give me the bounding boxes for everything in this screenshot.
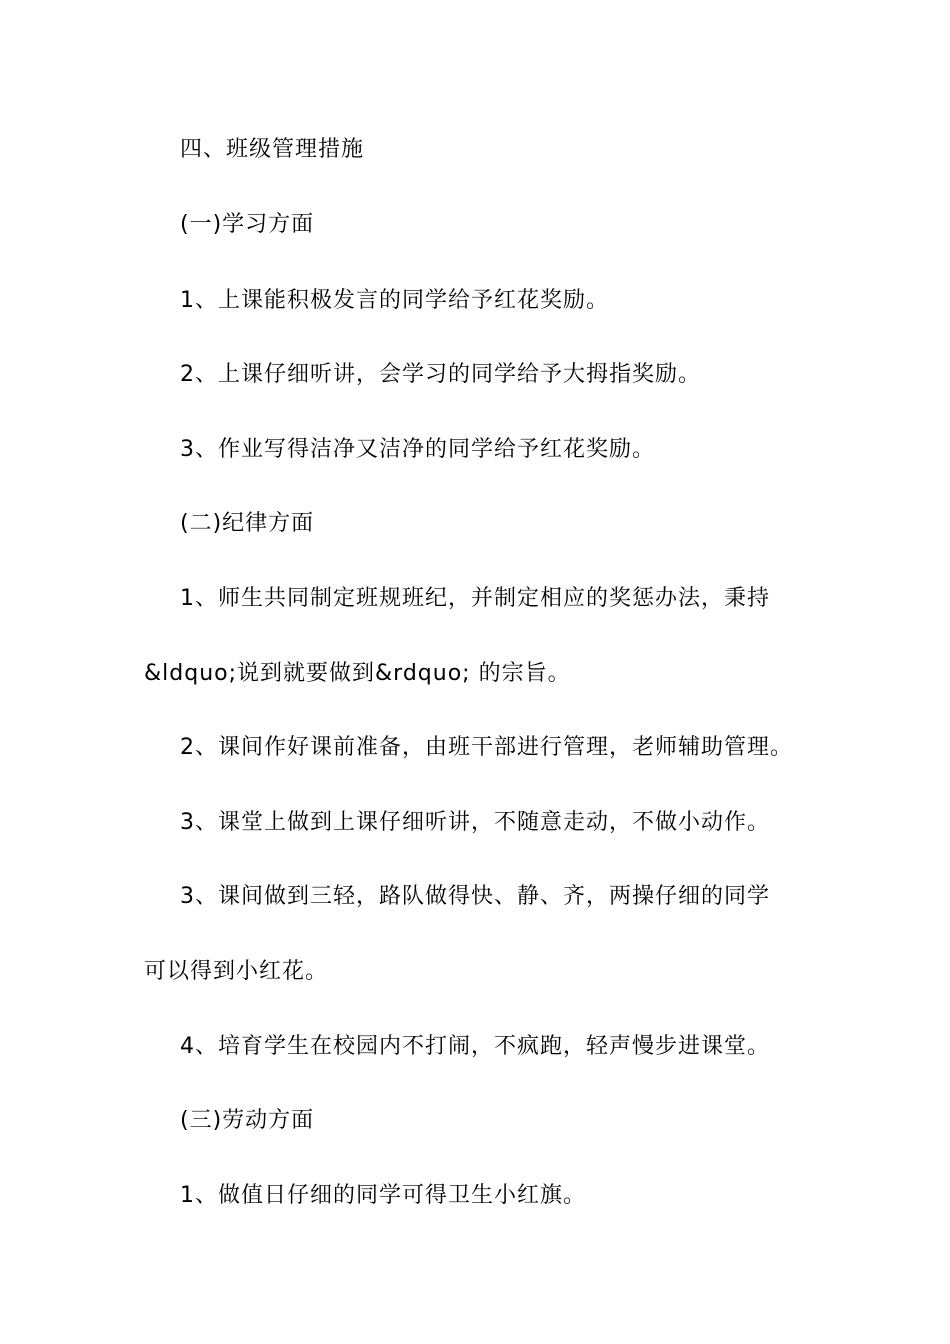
paragraph-continuation: &ldquo;说到就要做到&rdquo; 的宗旨。 xyxy=(144,661,571,686)
section-heading: 四、班级管理措施 xyxy=(180,137,365,162)
paragraph: 4、培育学生在校园内不打闹，不疯跑，轻声慢步进课堂。 xyxy=(180,1034,770,1059)
subsection-heading: (三)劳动方面 xyxy=(180,1108,315,1133)
subsection-heading: (一)学习方面 xyxy=(180,212,315,237)
paragraph: 1、上课能积极发言的同学给予红花奖励。 xyxy=(180,288,609,313)
paragraph: 1、师生共同制定班规班纪，并制定相应的奖惩办法，秉持 xyxy=(180,586,770,611)
subsection-heading: (二)纪律方面 xyxy=(180,511,315,536)
paragraph: 2、课间作好课前准备，由班干部进行管理，老师辅助管理。 xyxy=(180,735,793,760)
paragraph: 3、课堂上做到上课仔细听讲，不随意走动，不做小动作。 xyxy=(180,810,770,835)
paragraph: 3、作业写得洁净又洁净的同学给予红花奖励。 xyxy=(180,437,655,462)
paragraph: 1、做值日仔细的同学可得卫生小红旗。 xyxy=(180,1183,586,1208)
paragraph: 2、上课仔细听讲，会学习的同学给予大拇指奖励。 xyxy=(180,362,701,387)
paragraph: 3、课间做到三轻，路队做得快、静、齐，两操仔细的同学 xyxy=(180,884,770,909)
paragraph-continuation: 可以得到小红花。 xyxy=(144,959,329,984)
